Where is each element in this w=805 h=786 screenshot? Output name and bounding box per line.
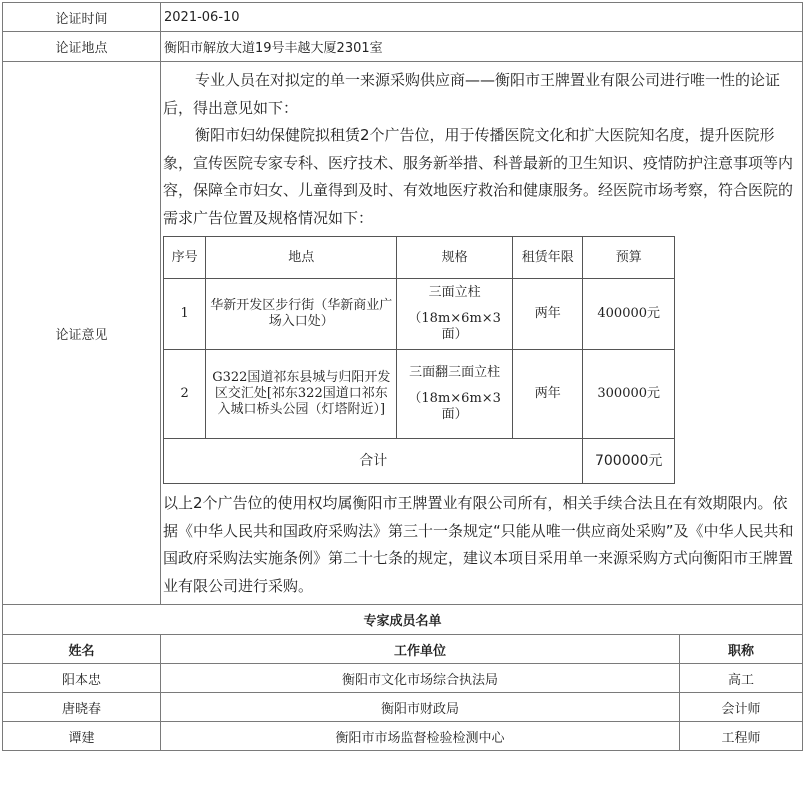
ad-header-budget: 预算 (583, 237, 675, 279)
opinion-paragraph-2: 衡阳市妇幼保健院拟租赁2个广告位，用于传播医院文化和扩大医院知名度，提升医院形象，宣传医院专家专科、医疗技术、服务新举措、科普最新的卫生知识、疫情防护注意事项等内容，保障全市妇女、儿童得到及时、有效地医疗救治和健康服务。经医院市场考察，符合医院的需求广告位置及规格情况如下： (163, 126, 794, 227)
place-value: 衡阳市解放大道19号丰越大厦2301室 (161, 32, 803, 62)
expert-unit: 衡阳市市场监督检验检测中心 (161, 722, 680, 751)
ad-table-row (164, 350, 675, 439)
expert-name: 谭建 (3, 722, 161, 751)
ad-row-no: 1 (164, 279, 206, 350)
ad-table-row (164, 279, 675, 350)
ad-header-term: 租赁年限 (513, 237, 583, 279)
opinion-paragraph-3: 以上2个广告位的使用权均属衡阳市王牌置业有限公司所有，相关手续合法且在有效期限内。依据《中华人民共和国政府采购法》第三十一条规定“只能从唯一供应商处采购”及《中华人民共和国政府采购法实施条例》第二十七条的规定，建议本项目采用单一来源采购方式向衡阳市王牌置业有限公司进行采购。 (163, 494, 794, 595)
expert-unit: 衡阳市文化市场综合执法局 (161, 664, 680, 693)
ad-row-spec-type: 三面立柱 (428, 285, 481, 300)
ad-row-spec-size: （18m×6m×3面） (408, 391, 501, 422)
ad-row-term: 两年 (513, 279, 583, 350)
ad-table-total-row (164, 439, 675, 484)
review-form (2, 2, 803, 751)
experts-title-row (3, 605, 803, 635)
time-row (3, 3, 803, 32)
experts-header-name: 姓名 (3, 635, 161, 664)
place-row (3, 32, 803, 62)
expert-row (3, 664, 803, 693)
time-value: 2021-06-10 (161, 3, 803, 32)
expert-name: 唐晓春 (3, 693, 161, 722)
ad-row-spec-type: 三面翻三面立柱 (409, 365, 501, 380)
opinion-paragraph-1: 专业人员在对拟定的单一来源采购供应商——衡阳市王牌置业有限公司进行唯一性的论证后，得出意见如下： (163, 71, 781, 117)
experts-title: 专家成员名单 (3, 605, 803, 635)
ad-table (163, 236, 675, 484)
opinion-row (3, 62, 803, 605)
ad-row-spec (397, 279, 513, 350)
expert-title: 高工 (680, 664, 803, 693)
expert-title: 工程师 (680, 722, 803, 751)
ad-header-no: 序号 (164, 237, 206, 279)
expert-title: 会计师 (680, 693, 803, 722)
ad-header-spec: 规格 (397, 237, 513, 279)
ad-row-budget: 400000元 (583, 279, 675, 350)
ad-row-place: G322国道祁东县城与归阳开发区交汇处[祁东322国道口祁东入城口桥头公园（灯塔附近）] (206, 350, 397, 439)
ad-row-no: 2 (164, 350, 206, 439)
ad-row-budget: 300000元 (583, 350, 675, 439)
place-label: 论证地点 (3, 32, 161, 62)
ad-row-place: 华新开发区步行街（华新商业广场入口处） (206, 279, 397, 350)
expert-row (3, 693, 803, 722)
expert-row (3, 722, 803, 751)
ad-row-spec (397, 350, 513, 439)
ad-table-header (164, 237, 675, 279)
ad-row-term: 两年 (513, 350, 583, 439)
expert-name: 阳本忠 (3, 664, 161, 693)
ad-row-spec-size: （18m×6m×3面） (408, 311, 501, 342)
expert-unit: 衡阳市财政局 (161, 693, 680, 722)
experts-header-unit: 工作单位 (161, 635, 680, 664)
experts-header-row (3, 635, 803, 664)
opinion-label: 论证意见 (3, 62, 161, 605)
ad-total-value: 700000元 (583, 439, 675, 484)
experts-header-title: 职称 (680, 635, 803, 664)
ad-total-label: 合计 (164, 439, 583, 484)
opinion-content (161, 62, 803, 605)
time-label: 论证时间 (3, 3, 161, 32)
ad-header-place: 地点 (206, 237, 397, 279)
